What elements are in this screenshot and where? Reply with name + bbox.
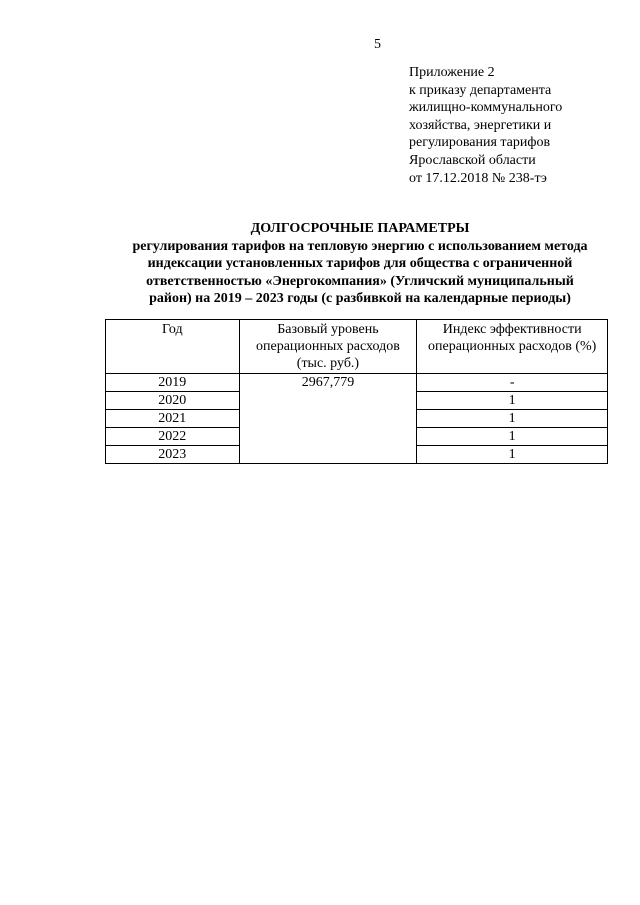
appendix-line: к приказу департамента bbox=[409, 82, 552, 98]
appendix-line: хозяйства, энергетики и bbox=[409, 117, 552, 133]
year-cell: 2021 bbox=[106, 410, 240, 428]
appendix-note bbox=[409, 64, 629, 187]
table-header-row bbox=[106, 320, 608, 374]
base-level-cell: 2967,779 bbox=[239, 374, 417, 464]
index-cell: 1 bbox=[417, 446, 608, 464]
header-efficiency-index: Индекс эффективности операционных расходов (%) bbox=[417, 320, 608, 374]
title-line: регулирования тарифов на тепловую энергию с использованием метода bbox=[132, 238, 588, 254]
appendix-line: Приложение 2 bbox=[409, 65, 495, 80]
appendix-line: от 17.12.2018 № 238-тэ bbox=[409, 170, 547, 186]
index-cell: 1 bbox=[417, 428, 608, 446]
parameters-table bbox=[105, 319, 608, 464]
year-cell: 2019 bbox=[106, 374, 240, 392]
index-cell: 1 bbox=[417, 392, 608, 410]
title-line: ответственностью «Энергокомпания» (Угличский муниципальный bbox=[146, 273, 574, 289]
index-cell: 1 bbox=[417, 410, 608, 428]
title-line: индексации установленных тарифов для общества с ограниченной bbox=[147, 256, 573, 272]
header-base-level: Базовый уровень операционных расходов (тыс. руб.) bbox=[239, 320, 417, 374]
year-cell: 2022 bbox=[106, 428, 240, 446]
page-number: 5 bbox=[374, 37, 381, 52]
document-title bbox=[100, 220, 620, 308]
appendix-line: регулирования тарифов bbox=[409, 135, 551, 151]
index-cell: - bbox=[417, 374, 608, 392]
header-year: Год bbox=[106, 320, 240, 374]
table-row bbox=[106, 374, 608, 392]
year-cell: 2023 bbox=[106, 446, 240, 464]
appendix-line: жилищно-коммунального bbox=[409, 100, 563, 116]
title-heading: ДОЛГОСРОЧНЫЕ ПАРАМЕТРЫ bbox=[250, 221, 470, 236]
appendix-line: Ярославской области bbox=[409, 152, 536, 168]
title-line: район) на 2019 – 2023 годы (с разбивкой на календарные периоды) bbox=[149, 291, 571, 307]
year-cell: 2020 bbox=[106, 392, 240, 410]
